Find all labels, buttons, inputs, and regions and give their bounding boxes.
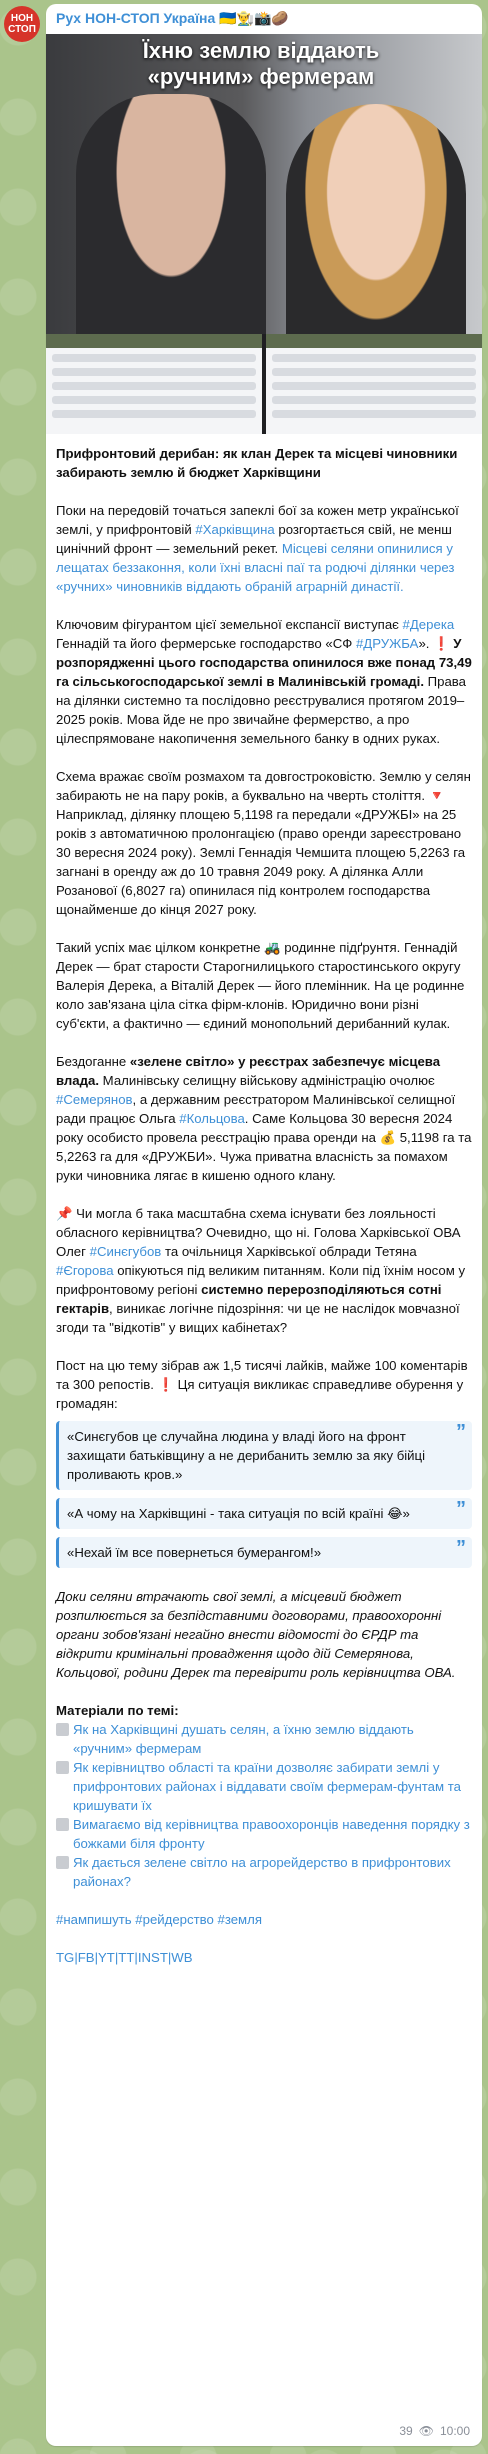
checkbox-icon [56,1723,69,1736]
message-meta [399,2424,470,2438]
quote-block: «А чому на Харківщині - така ситуація по всій країні 😂» ” [56,1498,472,1529]
paragraph-1: Поки на передовій точаться запеклі бої за кожен метр української землі, у прифронтовій #Харківщина розгортається свій, не менш цинічний фронт — земельний рекет. Місцеві селяни опинилися у лещатах беззаконня, коли їхні власні паї та родючі ділянки через «ручних» чиновників віддають обраній аграрній династії. [56,503,459,594]
hashtag-link[interactable]: #Кольцова [179,1111,245,1126]
hashtag-link[interactable]: #Синєгубов [89,1244,162,1259]
message-bubble [46,4,482,2446]
hashtag-link[interactable]: #Дерека [402,617,455,632]
post-image[interactable] [46,34,482,434]
paragraph-5: Бездоганне «зелене світло» у реєстрах забезпечує місцева влада. Малинівську селищну військову адміністрацію очолює #Семерянов, а державним реєстратором Малинівської селищної ради працює Ольга #Кольцова. Саме Кольцова 30 вересня 2024 року особисто провела реєстрацію права оренди на 💰 5,1198 га та 5,2263 га для «ДРУЖБИ». Чужа приватна власність за помахом руки чиновника лягає в кишеню одного клану. [56,1054,472,1183]
image-collage-bottom [46,334,482,434]
avatar-text: НОН СТОП [8,13,36,35]
paragraph-7: Пост на цю тему зібрав аж 1,5 тисячі лайків, майже 100 коментарів та 300 репостів. ❗ Ця ситуація викликає справедливе обурення у громадян: [56,1358,468,1411]
post-text [56,444,472,1986]
quote-icon: ” [456,1498,466,1520]
image-collage-top [46,34,482,334]
paragraph-4: Такий успіх має цілком конкретне 🚜 родинне підґрунтя. Геннадій Дерек — брат старости Старогнилицького старостинського округу Валерія Дерека, а Віталій Дерек — його племінник. На це родинне коло зав'язана ціла сітка фірм-клонів. Юридично вони різні суб'єкти, а фактично — єдиний монопольний дерибанний кулак. [56,940,465,1031]
paragraph-8: Доки селяни втрачають свої землі, а місцевий бюджет розпилюється за безпідставними договорами, правоохоронні органи зобов'язані негайно внести відомості до ЄРДР та відкрити кримінальні провадження щодо дій Семерянова, Кольцової, родини Дерек та перевірити роль керівництва ОВА. [56,1589,456,1680]
material-link[interactable]: Як дається зелене світло на агрорейдерство в прифронтових районах? [56,1853,472,1891]
material-link[interactable]: Вимагаємо від керівництва правоохоронців наведення порядку з божками біля фронту [56,1815,472,1853]
portrait-right [286,104,466,334]
comments-screenshot-right [266,334,482,434]
checkbox-icon [56,1856,69,1869]
checkbox-icon [56,1761,69,1774]
comments-screenshot-left [46,334,262,434]
hashtags[interactable]: #нампишуть #рейдерство #земля [56,1912,262,1927]
hashtag-link[interactable]: #ДРУЖБА [355,636,419,651]
post-headline: Прифронтовий дерибан: як клан Дерек та місцеві чиновники забирають землю й бюджет Харківщини [56,446,458,480]
paragraph-6: 📌 Чи могла б така масштабна схема існувати без лояльності обласного керівництва? Очевидно, що ні. Голова Харківської ОВА Олег #Синєгубов та очільниця Харківської облради Тетяна #Єгорова опікуються під великим питанням. Коли під їхнім носом у прифронтовому регіоні системно перерозподіляються сотні гектарів, виникає логічне підозріння: чи це не наслідок мовчазної згоди та "відкотів" у вищих кабінетах? [56,1206,466,1335]
hashtag-link[interactable]: #Харківщина [195,522,275,537]
hashtag-link[interactable]: #Семерянов [56,1092,133,1107]
quote-icon: ” [456,1421,466,1443]
views-count: 39 [399,2424,413,2438]
material-link[interactable]: Як на Харківщині душать селян, а їхню землю віддають «ручним» фермерам [56,1720,472,1758]
materials-title: Матеріали по темі: [56,1703,179,1718]
quote-block: «Нехай їм все повернеться бумерангом!» ” [56,1537,472,1568]
channel-avatar[interactable] [4,6,40,42]
material-link[interactable]: Як керівництво області та країни дозволяє забирати землі у прифронтових районах і віддавати своїм фермерам-фунтам та кришувати їх [56,1758,472,1815]
quote-block: «Синєгубов це случайна людина у владі його на фронт захищати батьківщину а не дерибанить землю за яку бійці проливають кров.» ” [56,1421,472,1490]
portrait-left [76,94,266,334]
inline-link[interactable]: Місцеві селяни опинилися у лещатах беззаконня, коли їхні власні паї та родючі ділянки через «ручних» чиновників віддають обраній аграрній династії. [56,541,455,594]
quote-icon: ” [456,1537,466,1559]
message-time: 10:00 [439,2424,470,2438]
channel-name[interactable]: Рух НОН-СТОП Україна 🇺🇦👨‍🌾📸🥔 [56,10,289,26]
hashtag-link[interactable]: #Єгорова [56,1263,114,1278]
checkbox-icon [56,1818,69,1831]
image-title: Їхню землю віддають «ручним» фермерам [142,38,380,89]
paragraph-2: Ключовим фігурантом цієї земельної експансії виступає #Дерека Геннадій та його фермерське господарство «СФ #ДРУЖБА». ❗ У розпорядженні цього господарства опинилося вже понад 73,49 га сільськогосподарської землі в Малинівській громаді. Права на ділянки системно та послідовно реєструвалися протягом 2019–2025 років. Мова йде не про звичайне фермерство, а про цілеспрямоване накопичення земельного банку в одних руках. [56,617,472,746]
social-links[interactable]: TG|FB|YT|TT|INST|WB [56,1950,193,1965]
paragraph-3: Схема вражає своїм розмахом та довгостроковістю. Землю у селян забирають не на пару років, а буквально на чверть століття. 🔻 Наприклад, ділянку площею 5,1198 га передали «ДРУЖБІ» на 25 років з автоматичною пролонгацією (право оренди зареєстровано 30 вересня 2024 року). Землі Геннадія Чемшита площею 5,2263 га загнані в оренду аж до 10 травня 2049 року. А ділянка Алли Розанової (6,8027 га) опинилася під контролем господарства щонайменше до кінця 2027 року. [56,769,471,917]
eye-icon: 👁 [418,2424,434,2438]
